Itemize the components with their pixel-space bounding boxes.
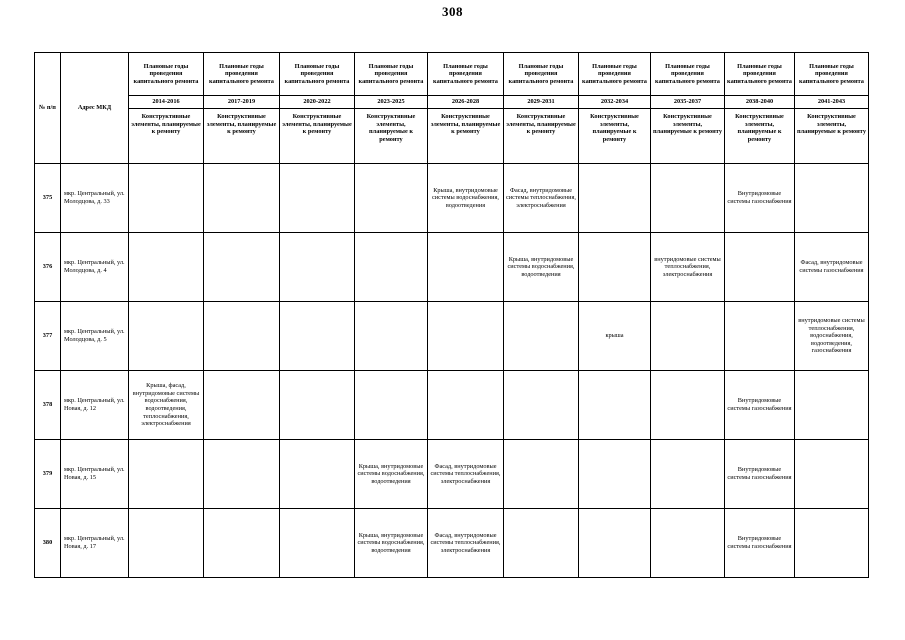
plan-cell [428,233,504,302]
plan-cell [204,371,280,440]
plan-cell [504,509,579,578]
header-elements: Конструктивные элементы, планируемые к ремонту [280,109,355,164]
plan-cell [280,371,355,440]
plan-cell [129,302,204,371]
header-planned-years: Плановые годы проведения капитального ремонта [795,53,869,96]
row-address: мкр. Центральный, ул. Молодцова, д. 5 [61,302,129,371]
header-elements: Конструктивные элементы, планируемые к ремонту [204,109,280,164]
header-planned-years: Плановые годы проведения капитального ремонта [204,53,280,96]
header-elements: Конструктивные элементы, планируемые к ремонту [129,109,204,164]
plan-cell [579,233,651,302]
plan-cell [579,440,651,509]
plan-cell: Внутридомовые системы газоснабжения [725,371,795,440]
plan-cell [280,233,355,302]
header-elements: Конструктивные элементы, планируемые к ремонту [579,109,651,164]
plan-cell [204,233,280,302]
header-period: 2041-2043 [795,96,869,109]
header-period: 2026-2028 [428,96,504,109]
header-elements: Конструктивные элементы, планируемые к ремонту [355,109,428,164]
plan-cell [204,440,280,509]
plan-cell [651,509,725,578]
plan-cell: Внутридомовые системы газоснабжения [725,440,795,509]
header-planned-years: Плановые годы проведения капитального ремонта [651,53,725,96]
header-address: Адрес МКД [61,53,129,164]
plan-cell [725,233,795,302]
row-address: мкр. Центральный, ул. Молодцова, д. 33 [61,164,129,233]
table-row [35,302,869,371]
plan-cell [579,509,651,578]
plan-cell [204,302,280,371]
plan-cell [428,371,504,440]
plan-cell: Внутридомовые системы газоснабжения [725,509,795,578]
plan-cell [428,302,504,371]
plan-cell: Фасад, внутридомовые системы теплоснабжения, электроснабжения [504,164,579,233]
plan-cell: Фасад, внутридомовые системы теплоснабжения, электроснабжения [428,509,504,578]
table-row [35,233,869,302]
row-address: мкр. Центральный, ул. Молодцова, д. 4 [61,233,129,302]
plan-cell: Крыша, фасад, внутридомовые системы водоснабжения, водоотведения, теплоснабжения, электроснабжения [129,371,204,440]
header-number: № п/п [35,53,61,164]
header-period: 2020-2022 [280,96,355,109]
row-number: 378 [35,371,61,440]
table-row [35,509,869,578]
plan-cell: Фасад, внутридомовые системы теплоснабжения, электроснабжения [428,440,504,509]
header-elements: Конструктивные элементы, планируемые к ремонту [428,109,504,164]
plan-cell [355,371,428,440]
plan-cell [129,440,204,509]
plan-cell [504,440,579,509]
plan-cell [504,302,579,371]
plan-cell [651,440,725,509]
table-row [35,371,869,440]
plan-cell [651,164,725,233]
header-period: 2038-2040 [725,96,795,109]
plan-cell [651,302,725,371]
row-address: мкр. Центральный, ул. Новая, д. 17 [61,509,129,578]
plan-cell [280,164,355,233]
plan-cell [280,302,355,371]
plan-cell [795,164,869,233]
header-planned-years: Плановые годы проведения капитального ремонта [355,53,428,96]
plan-cell [129,164,204,233]
header-period: 2035-2037 [651,96,725,109]
header-planned-years: Плановые годы проведения капитального ремонта [280,53,355,96]
plan-cell [355,233,428,302]
plan-cell [129,509,204,578]
header-planned-years: Плановые годы проведения капитального ремонта [725,53,795,96]
header-elements: Конструктивные элементы, планируемые к ремонту [651,109,725,164]
plan-cell: крыша [579,302,651,371]
row-number: 376 [35,233,61,302]
page-number: 308 [442,4,463,19]
row-address: мкр. Центральный, ул. Новая, д. 12 [61,371,129,440]
plan-cell: Крыша, внутридомовые системы водоснабжения, водоотведения [355,440,428,509]
plan-cell [280,440,355,509]
plan-cell [795,371,869,440]
plan-cell: внутридомовые системы теплоснабжения, водоснабжения, водоотведения, газоснабжения [795,302,869,371]
repair-plan-table [34,52,869,578]
plan-cell [795,509,869,578]
plan-cell: Внутридомовые системы газоснабжения [725,164,795,233]
header-planned-years: Плановые годы проведения капитального ремонта [428,53,504,96]
plan-cell [795,440,869,509]
header-elements: Конструктивные элементы, планируемые к ремонту [725,109,795,164]
row-number: 380 [35,509,61,578]
header-period: 2032-2034 [579,96,651,109]
plan-cell [725,302,795,371]
row-number: 375 [35,164,61,233]
plan-cell [355,164,428,233]
plan-cell [651,371,725,440]
plan-cell [204,509,280,578]
header-elements: Конструктивные элементы, планируемые к ремонту [795,109,869,164]
table-row [35,440,869,509]
plan-cell [355,302,428,371]
plan-cell [280,509,355,578]
plan-cell [129,233,204,302]
plan-cell: Крыша, внутридомовые системы водоснабжения, водоотведения [428,164,504,233]
row-address: мкр. Центральный, ул. Новая, д. 15 [61,440,129,509]
table-row [35,164,869,233]
header-planned-years: Плановые годы проведения капитального ремонта [579,53,651,96]
plan-cell: Крыша, внутридомовые системы водоснабжения, водоотведения [355,509,428,578]
header-period: 2029-2031 [504,96,579,109]
header-planned-years: Плановые годы проведения капитального ремонта [504,53,579,96]
row-number: 379 [35,440,61,509]
plan-cell: внутридомовые системы теплоснабжения, электроснабжения [651,233,725,302]
row-number: 377 [35,302,61,371]
header-period: 2014-2016 [129,96,204,109]
header-period: 2017-2019 [204,96,280,109]
plan-cell [579,371,651,440]
plan-cell [579,164,651,233]
header-elements: Конструктивные элементы, планируемые к ремонту [504,109,579,164]
plan-cell: Крыша, внутридомовые системы водоснабжения, водоотведения [504,233,579,302]
plan-cell [504,371,579,440]
header-period: 2023-2025 [355,96,428,109]
plan-cell: Фасад, внутридомовые системы газоснабжения [795,233,869,302]
plan-cell [204,164,280,233]
header-planned-years: Плановые годы проведения капитального ремонта [129,53,204,96]
